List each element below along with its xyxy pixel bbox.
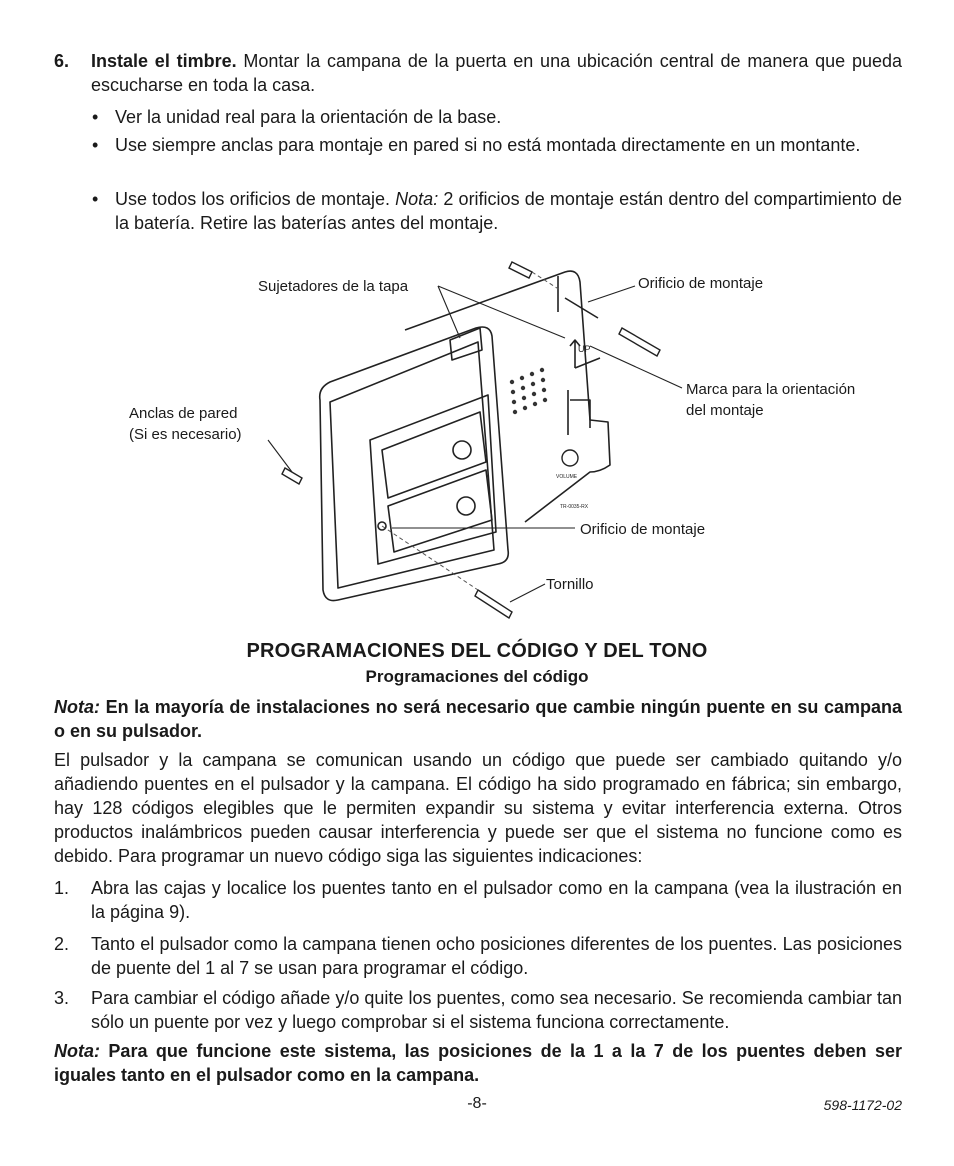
note-1-label: Nota: [54, 697, 100, 717]
bullet-2: Use siempre anclas para montaje en pared si no está montada directamente en un montante. [115, 135, 861, 155]
screw-icon [509, 262, 532, 278]
label-anchors-1: Anclas de pared [129, 405, 238, 422]
model-marking: TR-0035-RX [560, 504, 589, 510]
base-plate-slot [568, 390, 590, 435]
battery-1-terminal [453, 441, 471, 459]
note-2-text: Para que funcione este sistema, las posiciones de la 1 a la 7 de los puentes deben ser iguales tanto en el pulsador como en la campana. [54, 1041, 902, 1085]
bullet-3-after: 2 orificios de montaje están dentro del compartimiento de la batería. Retire las baterías antes del montaje. [115, 189, 902, 233]
speaker-grille [510, 368, 547, 414]
guide-lines [382, 272, 560, 590]
label-screw: Tornillo [546, 576, 594, 593]
label-mount-hole-bottom: Orificio de montaje [580, 521, 706, 538]
step-6-title: Instale el timbre. [91, 51, 237, 71]
document-number: 598-1172-02 [823, 1097, 902, 1113]
bullet-symbol: • [92, 135, 99, 155]
volume-marking: VOLUME [556, 474, 578, 480]
intro-paragraph: El pulsador y la campana se comunican usando un código que puede ser cambiado quitando y/o añadiendo puentes en el pulsador y la campana. El código ha sido programado en fábrica; sin embargo, hay 128 códigos elegibles que le permiten expandir su sistema y evitar interferencia externa. Otros productos inalámbricos pueden causar interferencia y puede ser que el sistema no funcione como es debido. Para programar un nuevo código siga las siguientes indicaciones: [54, 750, 902, 866]
bullet-symbol: • [92, 189, 99, 209]
label-mount-hole-top: Orificio de montaje [638, 275, 764, 292]
step-3-number: 3. [54, 988, 70, 1008]
label-anchors-2: (Si es necesario) [129, 426, 242, 443]
note-1-text: En la mayoría de instalaciones no será necesario que cambie ningún puente en su campana o en su pulsador. [54, 697, 902, 741]
step-6-text [91, 49, 902, 97]
screw-icon [475, 590, 512, 618]
step-2-number: 2. [54, 934, 70, 954]
note-2 [54, 1039, 902, 1087]
label-cover-fasteners: Sujetadores de la tapa [258, 278, 409, 295]
step-1-text: Abra las cajas y localice los puentes tanto en el pulsador como en la campana (vea la ilustración en la página 9). [91, 878, 902, 922]
base-plate-outline [405, 271, 610, 522]
up-marking: UP [578, 344, 591, 354]
battery-2-terminal [457, 497, 475, 515]
housing-inner [330, 342, 494, 588]
bullet-1: Ver la unidad real para la orientación de la base. [115, 107, 502, 127]
step-1-number: 1. [54, 878, 70, 898]
volume-knob-icon [562, 450, 578, 466]
step-3-text: Para cambiar el código añade y/o quite los puentes, como sea necesario. Se recomienda cambiar tan sólo un puente por vez y luego comprobar si el sistema funciona correctamente. [91, 988, 902, 1032]
wall-anchor-icon [282, 468, 302, 484]
base-plate-edge [558, 276, 598, 318]
label-orientation-mark-1: Marca para la orientación [686, 381, 856, 398]
section-title: PROGRAMACIONES DEL CÓDIGO Y DEL TONO [246, 640, 708, 662]
cover-clip [450, 328, 482, 360]
step-number: 6. [54, 51, 70, 71]
page-number: -8- [467, 1095, 487, 1112]
bullet-3-nota: Nota: [395, 189, 439, 209]
battery-2 [388, 470, 492, 552]
screw-icon [619, 328, 660, 356]
note-1 [54, 695, 902, 743]
bullet-symbol: • [92, 107, 99, 127]
subsection-title: Programaciones del código [365, 667, 589, 686]
bullet-3 [115, 187, 902, 235]
label-orientation-mark-2: del montaje [686, 402, 764, 419]
step-2-text: Tanto el pulsador como la campana tienen ocho posiciones diferentes de los puentes. Las posiciones de puente del 1 al 7 se usan para programar el código. [91, 934, 902, 978]
bullet-3-before: Use todos los orificios de montaje. [115, 189, 396, 209]
note-2-label: Nota: [54, 1041, 100, 1061]
step-6-body: Montar la campana de la puerta en una ubicación central de manera que pueda escucharse en toda la casa. [91, 51, 902, 95]
